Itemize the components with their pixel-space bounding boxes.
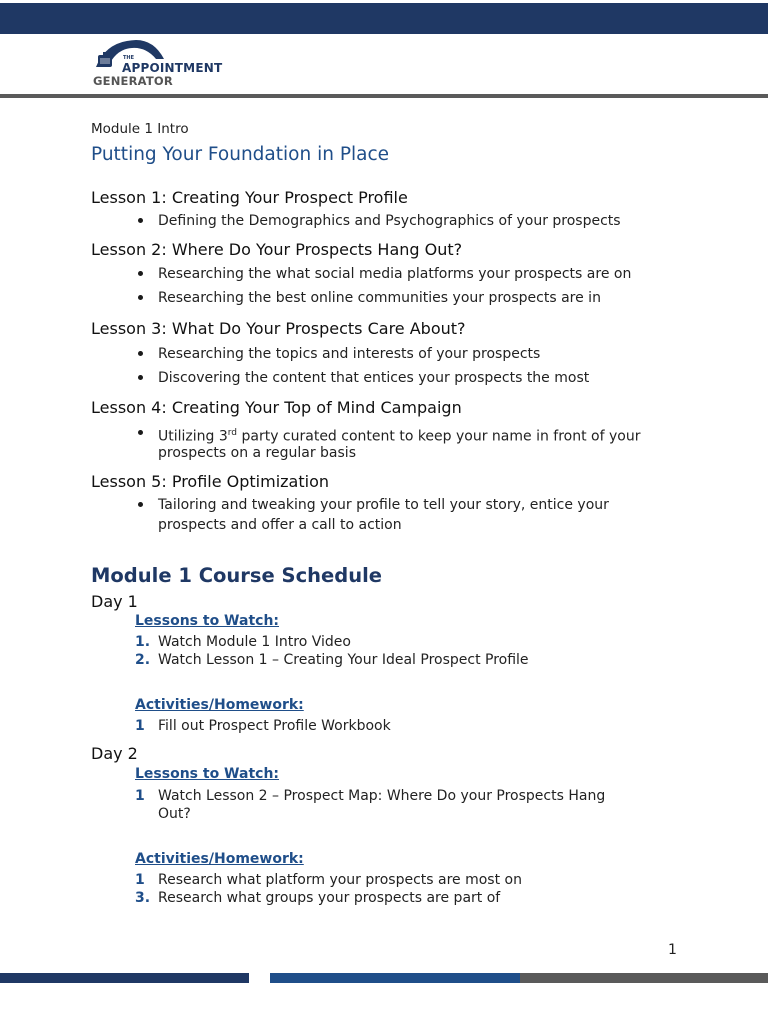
footer-bar-blue <box>270 973 520 983</box>
list-item <box>135 633 351 651</box>
list-item <box>135 717 391 735</box>
day-1-homework-heading: Activities/Homework: <box>135 697 304 713</box>
lesson-3-heading: Lesson 3: What Do Your Prospects Care About? <box>91 319 466 338</box>
bullet-continuation: prospects on a regular basis <box>158 445 356 461</box>
item-number: 1. <box>135 634 151 650</box>
bullet-text-post: party curated content to keep your name in front of your <box>237 428 641 445</box>
item-number: 1 <box>135 718 145 734</box>
day-1-watch-heading: Lessons to Watch: <box>135 613 280 629</box>
footer-bar-gray <box>520 973 768 983</box>
lesson-2-heading: Lesson 2: Where Do Your Prospects Hang Out? <box>91 240 463 259</box>
list-item <box>135 871 522 889</box>
header-band <box>0 3 768 34</box>
item-continuation: Out? <box>158 806 191 822</box>
item-text: Watch Lesson 1 – Creating Your Ideal Prospect Profile <box>158 652 529 668</box>
page-number: 1 <box>668 942 677 958</box>
bullet-continuation: prospects and offer a call to action <box>158 517 402 533</box>
list-item <box>135 651 529 669</box>
item-text: Research what groups your prospects are part of <box>158 890 501 906</box>
lesson-1-heading: Lesson 1: Creating Your Prospect Profile <box>91 188 408 207</box>
day-2-heading: Day 2 <box>91 744 138 763</box>
module-kicker: Module 1 Intro <box>91 121 189 137</box>
page-title: Putting Your Foundation in Place <box>91 144 390 165</box>
item-number: 1 <box>135 788 145 804</box>
list-item: Researching the best online communities your prospects are in <box>158 290 601 306</box>
appointment-generator-logo <box>90 37 230 89</box>
bullet-text-pre: Utilizing 3 <box>158 428 228 445</box>
header-divider <box>0 94 768 98</box>
logo-appointment-text: APPOINTMENT <box>122 61 223 75</box>
lesson-4-heading: Lesson 4: Creating Your Top of Mind Campaign <box>91 398 462 417</box>
list-item: Defining the Demographics and Psychographics of your prospects <box>158 213 621 229</box>
item-number: 2. <box>135 652 151 668</box>
day-2-watch-heading: Lessons to Watch: <box>135 766 280 782</box>
list-item <box>135 889 501 907</box>
list-item: Researching the topics and interests of your prospects <box>158 346 541 362</box>
superscript-rd: rd <box>227 428 238 438</box>
footer-bar-navy <box>0 973 249 983</box>
logo-generator-text: GENERATOR <box>93 74 173 88</box>
logo-the-text: THE <box>123 55 135 61</box>
lesson-5-heading: Lesson 5: Profile Optimization <box>91 472 330 491</box>
schedule-title: Module 1 Course Schedule <box>91 564 382 587</box>
day-1-heading: Day 1 <box>91 592 138 611</box>
item-text: Watch Lesson 2 – Prospect Map: Where Do your Prospects Hang <box>158 788 606 804</box>
day-2-homework-heading: Activities/Homework: <box>135 851 304 867</box>
item-text: Research what platform your prospects are most on <box>158 872 522 888</box>
list-item <box>135 787 606 805</box>
list-item: Tailoring and tweaking your profile to tell your story, entice your <box>158 497 609 513</box>
list-item: Researching the what social media platforms your prospects are on <box>158 266 632 282</box>
item-text: Fill out Prospect Profile Workbook <box>158 718 391 734</box>
item-number: 1 <box>135 872 145 888</box>
list-item: Discovering the content that entices your prospects the most <box>158 370 590 386</box>
item-text: Watch Module 1 Intro Video <box>158 634 351 650</box>
item-number: 3. <box>135 890 151 906</box>
